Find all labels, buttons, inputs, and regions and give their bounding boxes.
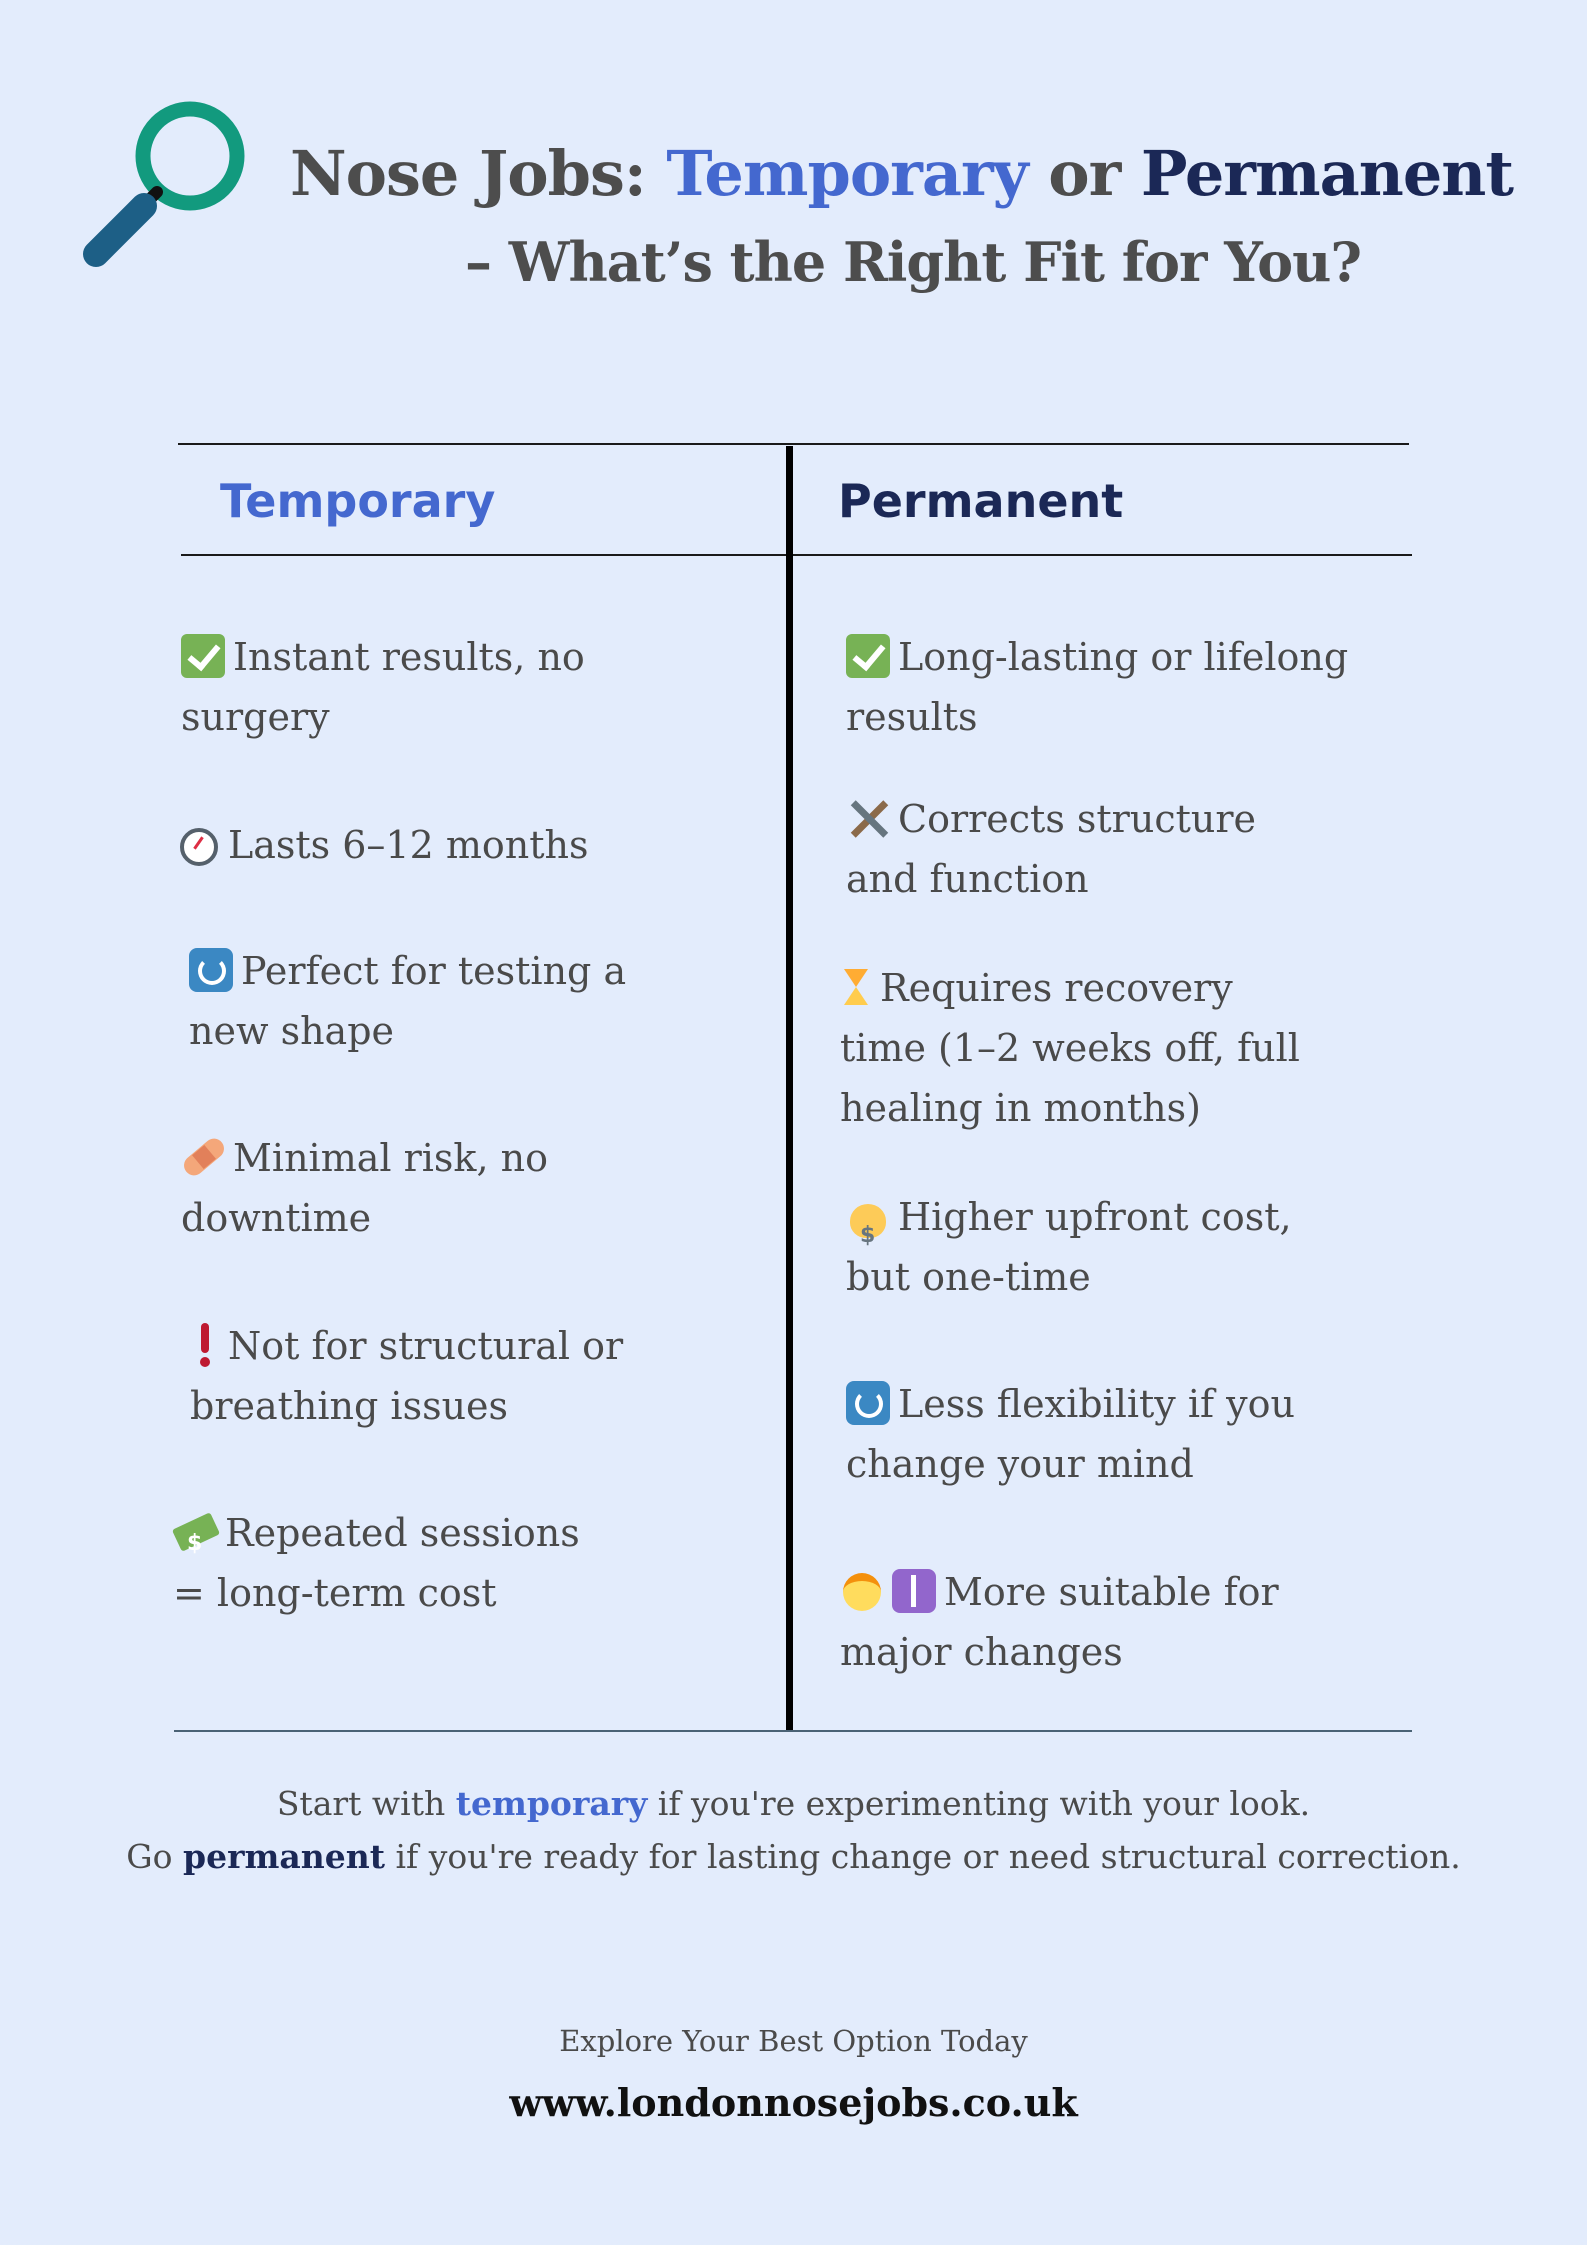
list-item — [840, 958, 1330, 1138]
refresh-arrows-icon — [189, 948, 233, 992]
item-text: Not for structural or breathing issues — [190, 1324, 624, 1428]
list-item — [846, 1187, 1366, 1307]
summary-highlight-permanent: permanent — [183, 1837, 385, 1876]
title-temporary: Temporary — [666, 137, 1028, 210]
column-heading-permanent: Permanent — [838, 474, 1124, 528]
summary-text: Start with — [276, 1784, 456, 1823]
hammer-and-wrench-icon — [846, 796, 890, 840]
table-top-rule — [178, 443, 1409, 445]
item-text: Instant results, no surgery — [181, 635, 585, 739]
summary-line-1 — [0, 1778, 1587, 1830]
list-item — [846, 627, 1356, 747]
table-bottom-rule — [174, 1730, 1412, 1732]
title-permanent: Permanent — [1140, 137, 1513, 210]
footer-url-link[interactable]: www.londonnosejobs.co.uk — [509, 2080, 1078, 2125]
summary-text: Go — [126, 1837, 183, 1876]
title-prefix: Nose Jobs: — [290, 137, 667, 210]
list-item — [173, 1503, 623, 1623]
list-item — [176, 815, 736, 875]
summary-text: if you're ready for lasting change or need structural correction. — [384, 1837, 1461, 1876]
list-item — [181, 627, 601, 747]
item-text: Repeated sessions = long-term cost — [173, 1511, 580, 1615]
item-text: Higher upfront cost, but one-time — [846, 1195, 1292, 1299]
item-text: Long-lasting or lifelong results — [846, 635, 1349, 739]
page-title — [290, 128, 1520, 220]
hourglass-icon — [840, 965, 872, 1009]
adhesive-bandage-icon — [181, 1135, 225, 1179]
item-text: More suitable for major changes — [840, 1570, 1279, 1674]
item-text: Perfect for testing a new shape — [189, 949, 627, 1053]
item-text: Less flexibility if you change your mind — [846, 1382, 1295, 1486]
list-item — [846, 1374, 1316, 1494]
column-divider — [786, 446, 793, 1730]
list-item — [189, 941, 699, 1061]
item-text: Requires recovery time (1–2 weeks off, full healing in months) — [840, 966, 1300, 1130]
footer-cta: Explore Your Best Option Today — [559, 2024, 1028, 2058]
stopwatch-icon — [176, 822, 220, 866]
exclamation-icon — [190, 1323, 220, 1367]
medical-symbol-icon — [892, 1569, 936, 1613]
list-item — [190, 1316, 680, 1436]
health-worker-icon — [840, 1569, 884, 1613]
repeat-arrows-icon — [846, 1381, 890, 1425]
list-item — [840, 1562, 1400, 1682]
item-text: Lasts 6–12 months — [228, 823, 589, 867]
list-item — [846, 789, 1336, 909]
column-heading-temporary: Temporary — [220, 474, 496, 528]
check-mark-icon — [181, 634, 225, 678]
summary-text: if you're experimenting with your look. — [647, 1784, 1311, 1823]
item-text: Minimal risk, no downtime — [181, 1136, 548, 1240]
page-subtitle: – What’s the Right Fit for You? — [465, 230, 1362, 294]
summary-line-2 — [0, 1831, 1587, 1883]
header-rule-left — [181, 554, 787, 556]
magnifying-glass-icon — [80, 100, 270, 290]
money-bag-icon — [846, 1194, 890, 1238]
item-text: Corrects structure and function — [846, 797, 1256, 901]
check-mark-icon — [846, 634, 890, 678]
money-with-wings-icon — [173, 1510, 217, 1554]
list-item — [181, 1128, 601, 1248]
title-or: or — [1027, 137, 1141, 210]
header-rule-right — [793, 554, 1412, 556]
summary-highlight-temporary: temporary — [455, 1784, 648, 1823]
